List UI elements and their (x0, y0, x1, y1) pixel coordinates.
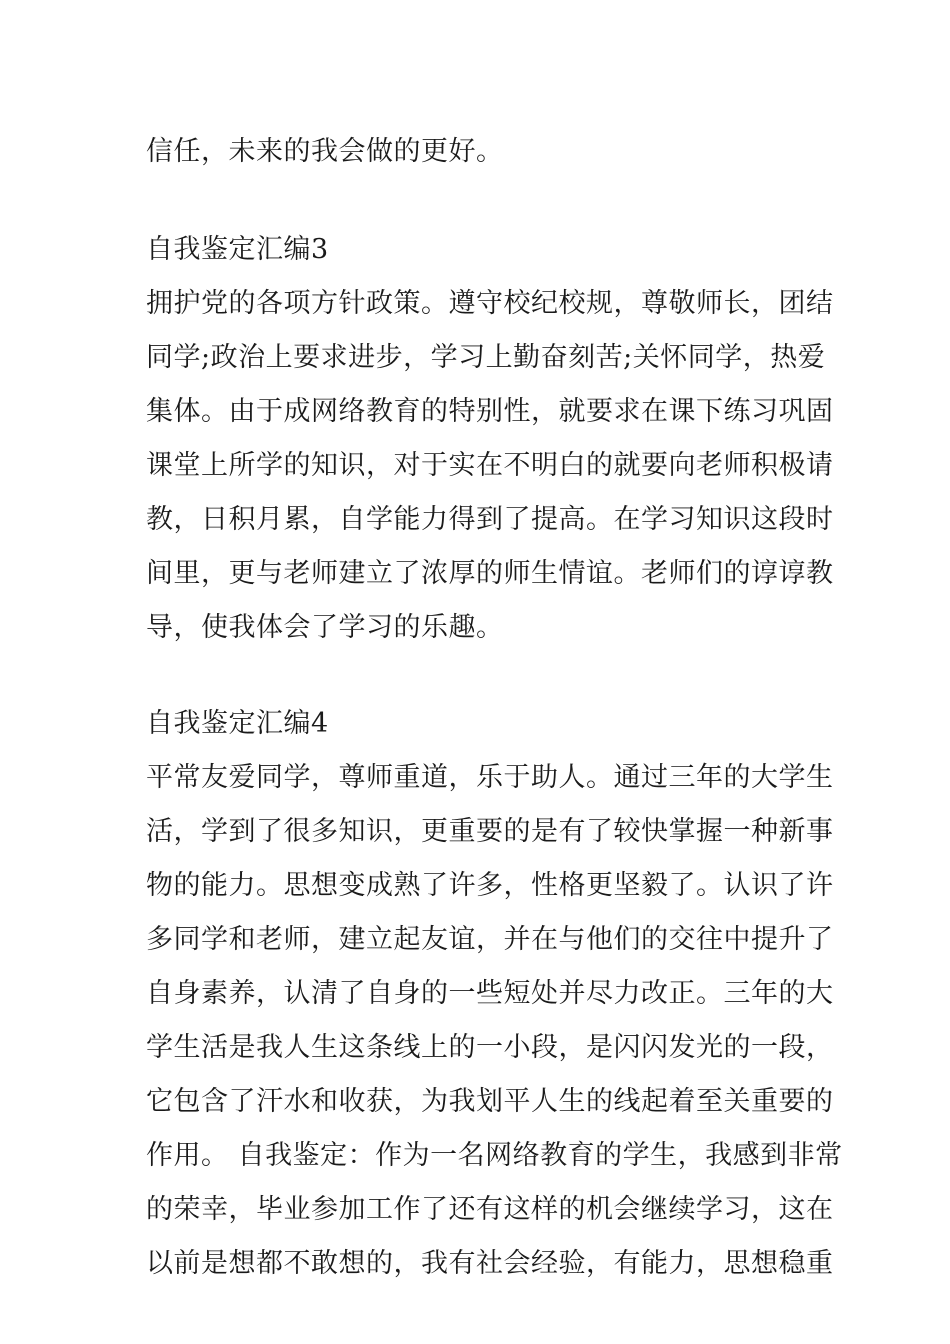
paragraph-line: 物的能力。思想变成熟了许多，性格更坚毅了。认识了许 (146, 870, 834, 901)
paragraph-line: 信任，未来的我会做的更好。 (146, 136, 504, 167)
section-heading: 自我鉴定汇编3 (146, 234, 329, 265)
paragraph-line: 以前是想都不敢想的，我有社会经验，有能力，思想稳重 (146, 1248, 834, 1279)
paragraph-line: 自身素养，认清了自身的一些短处并尽力改正。三年的大 (146, 978, 834, 1009)
paragraph-line: 它包含了汗水和收获，为我划平人生的线起着至关重要的 (146, 1086, 834, 1117)
paragraph-line: 活，学到了很多知识，更重要的是有了较快掌握一种新事 (146, 816, 834, 847)
paragraph-line: 教，日积月累，自学能力得到了提高。在学习知识这段时 (146, 504, 834, 535)
section-heading: 自我鉴定汇编4 (146, 708, 329, 739)
paragraph-line: 拥护党的各项方针政策。遵守校纪校规，尊敬师长，团结 (146, 288, 834, 319)
paragraph-line: 学生活是我人生这条线上的一小段，是闪闪发光的一段， (146, 1032, 834, 1063)
paragraph-line: 课堂上所学的知识，对于实在不明白的就要向老师积极请 (146, 450, 834, 481)
paragraph-line: 作用。 自我鉴定：作为一名网络教育的学生，我感到非常 (146, 1140, 843, 1171)
paragraph-line: 间里，更与老师建立了浓厚的师生情谊。老师们的谆谆教 (146, 558, 834, 589)
paragraph-line: 同学;政治上要求进步，学习上勤奋刻苦;关怀同学，热爱 (146, 342, 826, 373)
paragraph-line: 的荣幸，毕业参加工作了还有这样的机会继续学习，这在 (146, 1194, 834, 1225)
paragraph-line: 导，使我体会了学习的乐趣。 (146, 612, 504, 643)
paragraph-line: 多同学和老师，建立起友谊，并在与他们的交往中提升了 (146, 924, 834, 955)
paragraph-line: 平常友爱同学，尊师重道，乐于助人。通过三年的大学生 (146, 762, 834, 793)
paragraph-line: 集体。由于成网络教育的特别性，就要求在课下练习巩固 (146, 396, 834, 427)
